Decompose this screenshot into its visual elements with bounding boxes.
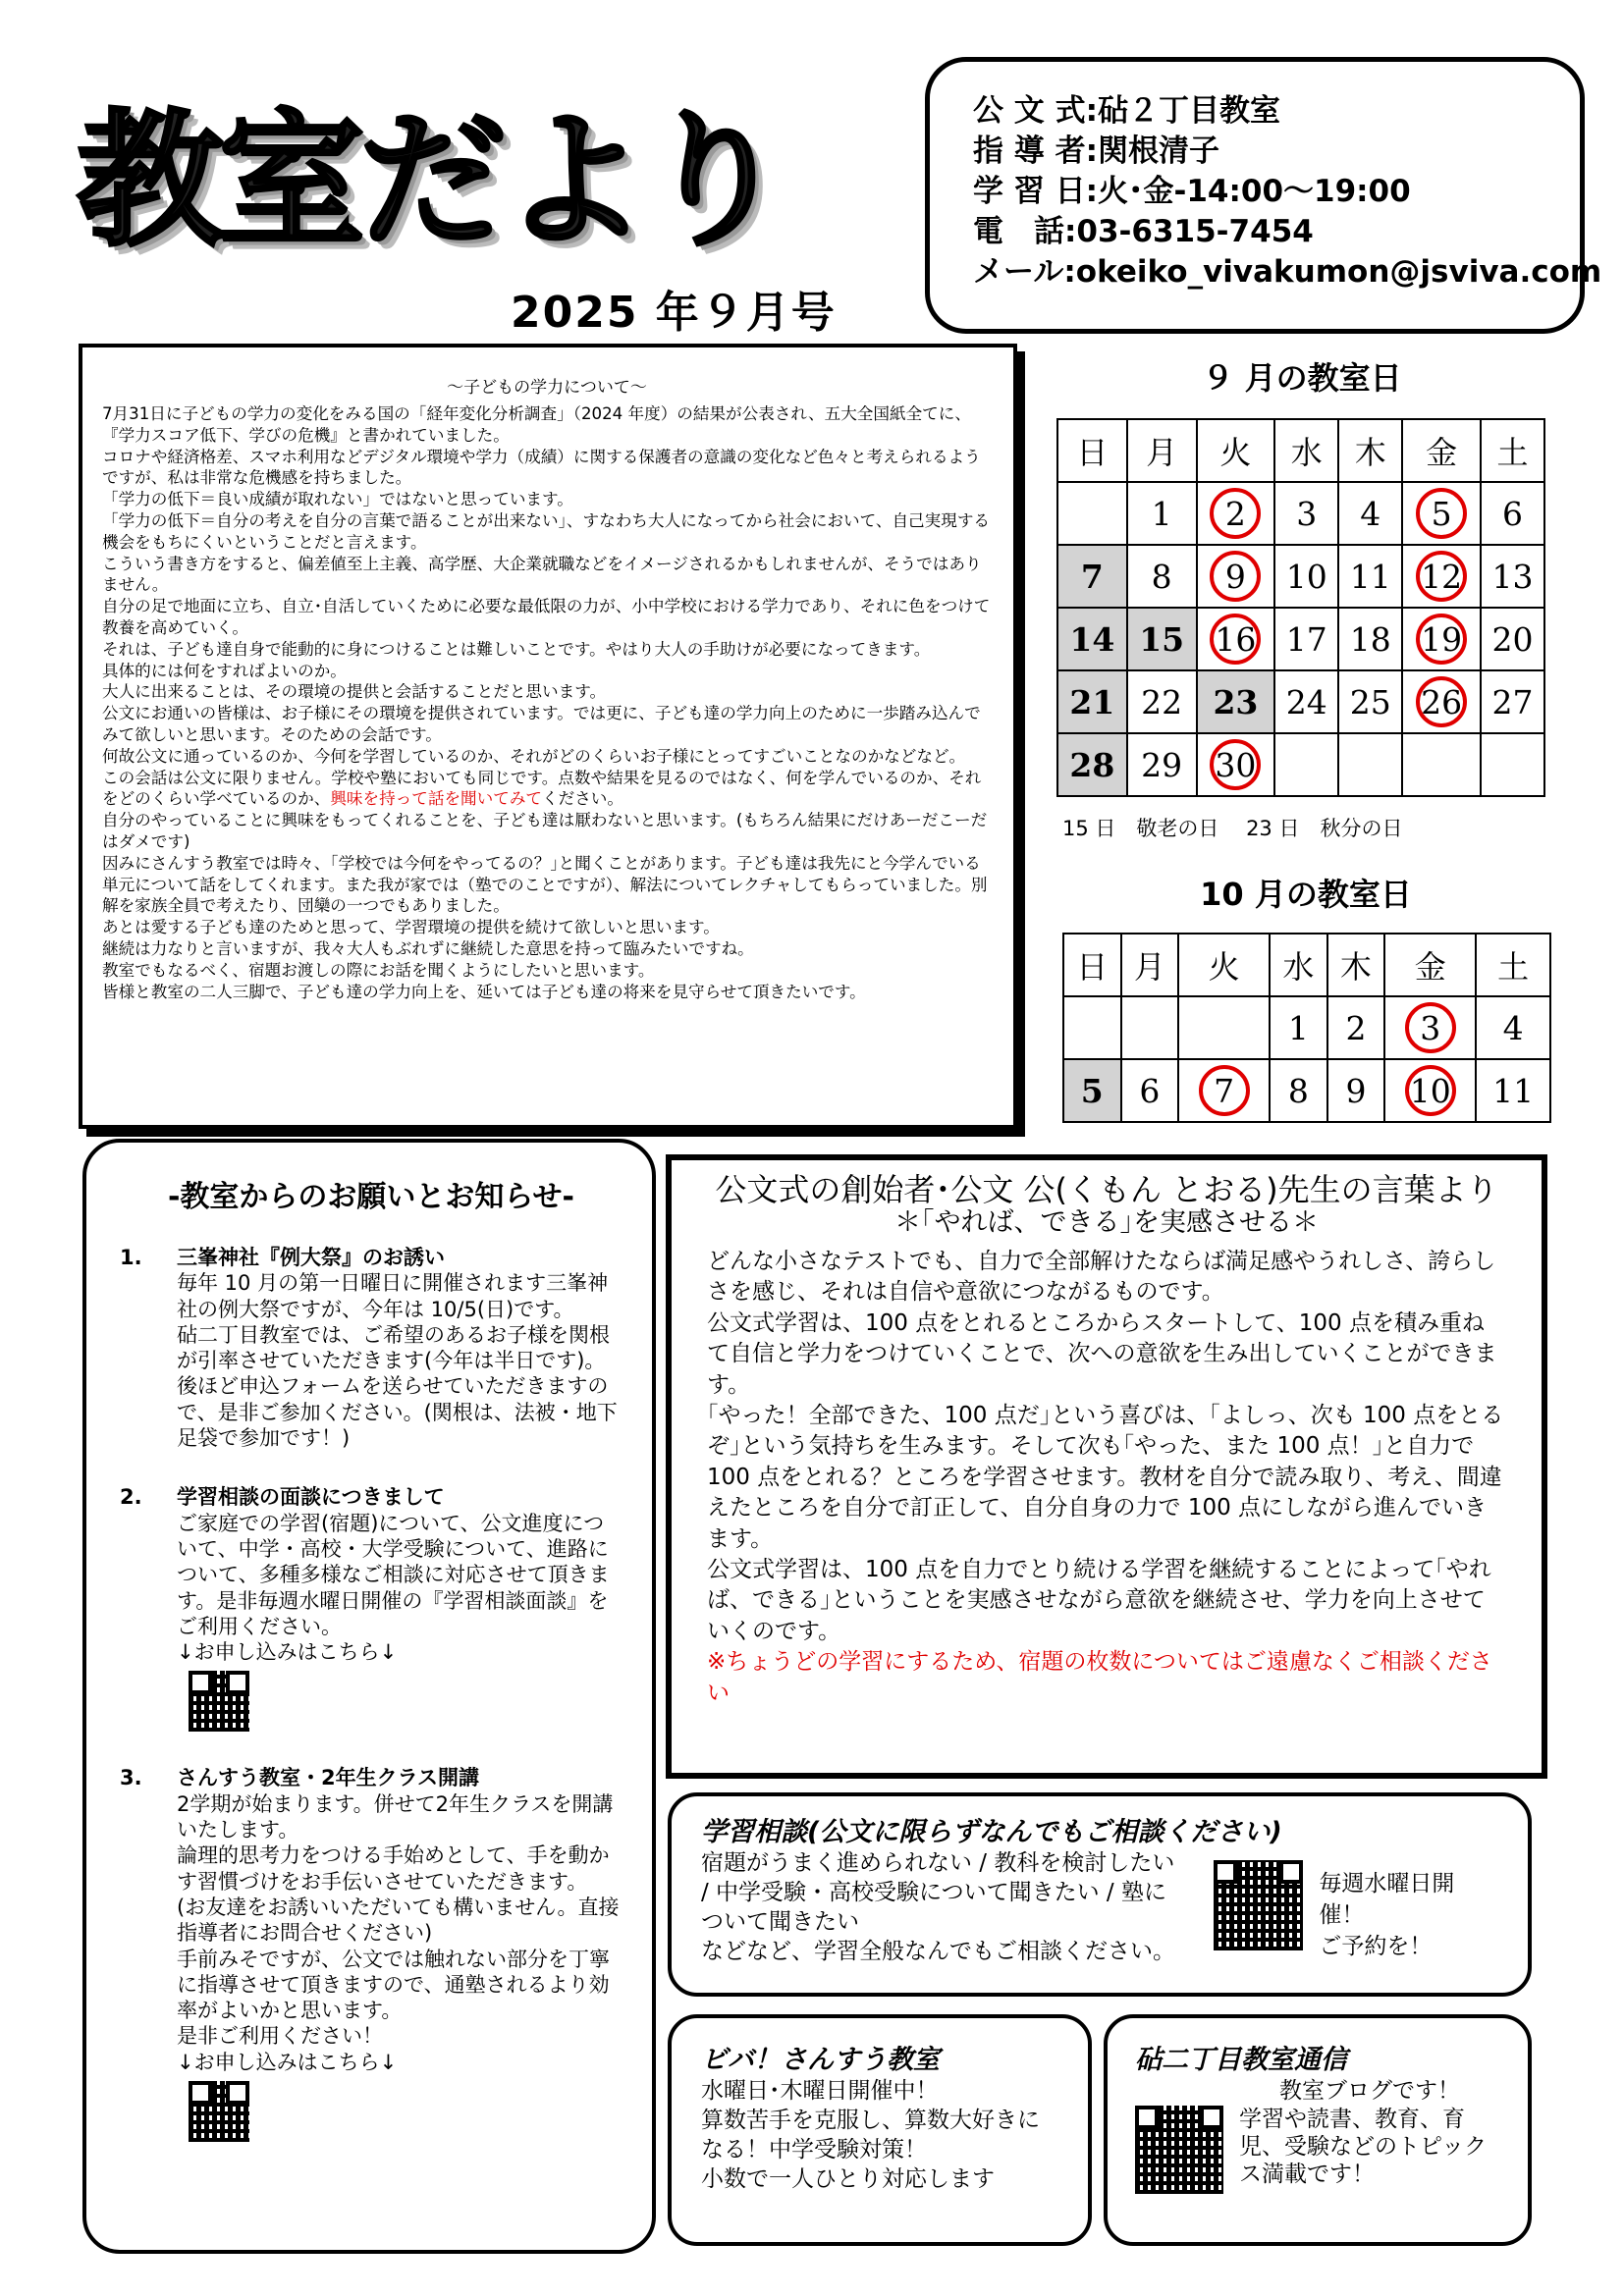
article-title: ～子どもの学力について～: [447, 378, 647, 398]
notice-heading: さんすう教室・2年生クラス開講: [177, 1766, 479, 1790]
class-day-marker: 12: [1416, 551, 1467, 602]
calendar-day: 15: [1127, 608, 1197, 670]
issue-label: 2025 年９月号: [511, 288, 837, 338]
calendar-day: [1197, 733, 1275, 796]
page-title: 教室だより: [77, 96, 785, 267]
calendar-day: [1402, 733, 1481, 796]
weekday-header: 火: [1178, 934, 1270, 996]
class-day-marker: 30: [1210, 739, 1261, 790]
calendar-day: [1402, 608, 1481, 670]
calendar-day: 13: [1481, 545, 1544, 608]
class-day-marker: 3: [1405, 1002, 1456, 1053]
class-day-marker: 10: [1405, 1065, 1456, 1116]
weekday-header: 土: [1476, 934, 1550, 996]
info-email[interactable]: メール:okeiko_vivakumon@jsviva.com: [973, 254, 1602, 290]
article-body: [102, 403, 992, 1002]
calendar-day: 4: [1476, 996, 1550, 1059]
calendar-day: [1197, 482, 1275, 545]
calendar-day: [1178, 1059, 1270, 1122]
calendar-day: [1178, 996, 1270, 1059]
calendar-day: [1274, 733, 1338, 796]
article-box: [79, 344, 1017, 1129]
blog-box: [1104, 2014, 1532, 2246]
signup-link[interactable]: ↓お申し込みはこちら↓: [177, 2050, 398, 2074]
calendar-day: [1402, 670, 1481, 733]
calendar-day: 8: [1270, 1059, 1327, 1122]
calendar-day: [1197, 608, 1275, 670]
class-day-marker: 7: [1199, 1065, 1250, 1116]
notice-heading: 三峯神社『例大祭』のお誘い: [177, 1246, 445, 1269]
class-day-marker: 16: [1210, 614, 1261, 665]
calendar-day: 17: [1274, 608, 1338, 670]
calendar-day: 23: [1197, 670, 1275, 733]
info-instructor: 指 導 者:関根清子: [973, 133, 1219, 169]
weekday-header: 木: [1327, 934, 1385, 996]
article-text-1: 7月31日に子どもの学力の変化をみる国の「経年変化分析調査」（2024 年度）の結果が公表され、五大全国紙全てに、『学力スコア低下、学びの危機』と書かれていました。 コロナや経済格差、スマホ利用などデジタル環境や学力（成績）に関する保護者の意識の変化など色々と考えられるようですが、私は非常な危機感を持ちました。 「学力の低下＝良い成績が取れない」ではないと思っています。 「学力の低下＝自分の考えを自分の言葉で語ることが出来ない」、すなわち大人になってから社会において、自己実現する機会をもちにくいということだと言えます。 こういう書き方をすると、偏差値至上主義、高学歴、大企業就職などをイメージされるかもしれませんが、そうではありません。 自分の足で地面に立ち、自立･自活していくために必要な最低限の力が、小中学校における学力であり、それに色をつけて教養を高めていく。 それは、子ども達自身で能動的に身につけることは難しいことです。やはり大人の手助けが必要になってきます。 具体的には何をすればよいのか。 大人に出来ることは、その環境の提供と会話することだと思います。 公文にお通いの皆様は、お子様にその環境を提供されています。では更に、子ども達の学力向上のために一歩踏み込んでみて欲しいと思います。そのための会話です。 何故公文に通っているのか、今何を学習しているのか、それがどのくらいお子様にとってすごいことなのかなどなど。 この会話は公文に限りません。学校や塾においても同じです。点数や結果を見るのではなく、何を学んでいるのか、それをどのくらい学べているのか、: [102, 404, 991, 809]
calendar-day: [1338, 733, 1402, 796]
calendar-day: 1: [1270, 996, 1327, 1059]
calendar-day: 6: [1481, 482, 1544, 545]
blog-body: 学習や読書、教育、育児、受験などのトピックス満載です！: [1239, 2107, 1488, 2187]
calendar-day: 7: [1057, 545, 1127, 608]
info-days: 学 習 日:火･金-14:00～19:00: [973, 174, 1411, 209]
signup-link[interactable]: ↓お申し込みはこちら↓: [177, 1640, 398, 1665]
notice-box: [82, 1139, 656, 2254]
qr-code-icon[interactable]: [189, 2081, 249, 2142]
article-text-2: ください。 自分のやっていることに興味をもってくれることを、子ども達は厭わないと思います。(もちろん結果にだけあーだこーだはダメです) 因みにさんすう教室では時々、｢学校では今何をやってるの？｣と聞くことがあります。子ども達は我先にと今学んでいる単元について話をしてくれます。また我が家では（塾でのことですが）、解法についてレクチャしてもらっていました。別解を家族全員で考えたり、団欒の一つでもありました。 あとは愛する子ども達のためと思って、学習環境の提供を続けて欲しいと思います。 継続は力なりと言いますが、我々大人もぶれずに継続した意思を持って臨みたいですね。 教室でもなるべく、宿題お渡しの際にお話を聞くようにしたいと思います。 皆様と教室の二人三脚で、子ども達の学力向上を、延いては子ども達の将来を見守らせて頂きたいです。: [102, 789, 988, 1001]
calendar-day: 6: [1121, 1059, 1179, 1122]
calendar-day: 21: [1057, 670, 1127, 733]
info-phone[interactable]: 電 話:03-6315-7454: [973, 214, 1314, 249]
notice-title: -教室からのお願いとお知らせ-: [167, 1180, 574, 1214]
qr-code-icon[interactable]: [1214, 1860, 1303, 1950]
calendar-day: [1402, 545, 1481, 608]
calendar-day: [1481, 733, 1544, 796]
calendar-day: 5: [1063, 1059, 1121, 1122]
weekday-header: 日: [1063, 934, 1121, 996]
calendar-day: [1402, 482, 1481, 545]
blog-lead: 教室ブログです！: [1279, 2078, 1460, 2104]
notice-body: 2学期が始まります。併せて2年生クラスを開講いたします。 論理的思考力をつける手始めとして、手を動かす習慣づけをお手伝いさせていただきます。 (お友達をお誘いいただいても構いません。直接指導者にお問合せください) 手前みそですが、公文では触れない部分を丁寧に指導させて頂きますので、通塾されるより効率がよいかと思います。 是非ご利用ください！: [177, 1791, 620, 2049]
calendar-day: 20: [1481, 608, 1544, 670]
calendar-day: 27: [1481, 670, 1544, 733]
quote-subtitle: ＊｢やれば、できる｣を実感させる＊: [894, 1207, 1319, 1238]
calendar-day: 11: [1338, 545, 1402, 608]
calendar-day: 10: [1274, 545, 1338, 608]
notice-number: 1.: [120, 1246, 142, 1269]
notice-heading: 学習相談の面談につきまして: [177, 1485, 445, 1510]
masthead: [77, 98, 823, 265]
calendar-day: 3: [1274, 482, 1338, 545]
viva-box: [668, 2014, 1092, 2246]
holiday-note: 15 日 敬老の日 23 日 秋分の日: [1062, 817, 1403, 840]
notice-body: ご家庭での学習(宿題)について、公文進度について、中学・高校・大学受験について、進路について、多種多様なご相談に対応させて頂きます。是非毎週水曜日開催の『学習相談面談』をご利用ください。: [177, 1511, 610, 1638]
founder-quote-box: [666, 1154, 1547, 1779]
calendar-day: 25: [1338, 670, 1402, 733]
classroom-info-box: [925, 57, 1602, 334]
weekday-header: 火: [1197, 419, 1275, 482]
qr-code-icon[interactable]: [189, 1671, 249, 1732]
consult-schedule: 毎週水曜日開催！ ご予約を！: [1319, 1871, 1455, 1959]
calendar-day: 2: [1327, 996, 1385, 1059]
oct-calendar-title: 10 月の教室日: [1200, 876, 1412, 913]
consult-box: [668, 1792, 1532, 1997]
weekday-header: 月: [1127, 419, 1197, 482]
notice-number: 3.: [120, 1766, 142, 1790]
calendar-day: 8: [1127, 545, 1197, 608]
calendar-day: 28: [1057, 733, 1127, 796]
quote-body: どんな小さなテストでも、自力で全部解けたならば満足感やうれしさ、誇らしさを感じ、それは自信や意欲につながるものです。 公文式学習は、100 点をとれるところからスタートして、100 点を積み重ねて自信と学力をつけていくことで、次への意欲を生み出していくことができます。 ｢やった！全部できた、100 点だ｣という喜びは、｢よしっ、次も 100 点をとるぞ｣という気持ちを生みます。そして次も｢やった、また 100 点！｣と自力で 100 点をとれる？ところを学習させます。教材を自分で読み取り、考え、間違えたところを自分で訂正して、自分自身の力で 100 点にしながら進んでいきます。 公文式学習は、100 点を自力でとり続ける学習を継続することによって｢やれば、できる｣ということを実感させながら意欲を継続させ、学力を向上させていくのです。: [707, 1249, 1504, 1644]
article-highlight: 興味を持って話を聞いてみて: [330, 789, 543, 809]
weekday-header: 金: [1384, 934, 1476, 996]
consult-body: 宿題がうまく進められない / 教科を検討したい / 中学受験・高校受験について聞きたい / 塾について聞きたい などなど、学習全般なんでもご相談ください。: [701, 1850, 1175, 1964]
quote-note: ※ちょうどの学習にするため、宿題の枚数についてはご遠慮なくご相談ください: [707, 1649, 1492, 1706]
notice-number: 2.: [120, 1485, 142, 1510]
calendar-day: 9: [1327, 1059, 1385, 1122]
sep-calendar-title: ９ 月の教室日: [1202, 359, 1402, 397]
notice-item: [120, 1484, 623, 1732]
calendar-day: [1057, 482, 1127, 545]
class-day-marker: 19: [1416, 614, 1467, 665]
viva-title: ビバ！さんすう教室: [701, 2045, 940, 2075]
calendar-day: 11: [1476, 1059, 1550, 1122]
notice-item: [120, 1765, 623, 2142]
info-classroom: 公 文 式:砧２丁目教室: [973, 93, 1280, 129]
calendar-day: [1384, 1059, 1476, 1122]
calendar-day: 22: [1127, 670, 1197, 733]
oct-calendar: [1062, 933, 1551, 1123]
notice-body: 毎年 10 月の第一日曜日に開催されます三峯神社の例大祭ですが、今年は 10/5(日)です。 砧二丁目教室では、ご希望のあるお子様を関根が引率させていただきます(今年は半日です)。 後ほど申込フォームを送らせていただきますので、是非ご参加ください。(関根は、法被・地下足袋で参加です！): [177, 1271, 618, 1451]
calendar-day: 24: [1274, 670, 1338, 733]
weekday-header: 土: [1481, 419, 1544, 482]
calendar-day: [1121, 996, 1179, 1059]
calendar-day: 18: [1338, 608, 1402, 670]
weekday-header: 水: [1270, 934, 1327, 996]
class-day-marker: 26: [1416, 676, 1467, 727]
calendar-day: 14: [1057, 608, 1127, 670]
class-day-marker: 9: [1210, 551, 1261, 602]
notice-item: [120, 1245, 623, 1451]
class-day-marker: 2: [1210, 488, 1261, 539]
weekday-header: 金: [1402, 419, 1481, 482]
calendar-day: 1: [1127, 482, 1197, 545]
calendar-day: 29: [1127, 733, 1197, 796]
weekday-header: 水: [1274, 419, 1338, 482]
class-day-marker: 5: [1416, 488, 1467, 539]
qr-code-icon[interactable]: [1135, 2106, 1223, 2194]
viva-body: 水曜日･木曜日開催中！ 算数苦手を克服し、算数大好きになる！中学受験対策！ 小数で一人ひとり対応します: [701, 2078, 1040, 2192]
weekday-header: 木: [1338, 419, 1402, 482]
quote-title: 公文式の創始者･公文 公(くもん とおる)先生の言葉より: [715, 1171, 1498, 1208]
calendar-day: [1197, 545, 1275, 608]
calendar-day: [1384, 996, 1476, 1059]
calendar-day: 4: [1338, 482, 1402, 545]
sep-calendar: [1056, 418, 1545, 797]
weekday-header: 日: [1057, 419, 1127, 482]
calendar-day: [1063, 996, 1121, 1059]
consult-title: 学習相談(公文に限らずなんでもご相談ください): [701, 1817, 1282, 1847]
weekday-header: 月: [1121, 934, 1179, 996]
blog-title: 砧二丁目教室通信: [1135, 2045, 1347, 2075]
